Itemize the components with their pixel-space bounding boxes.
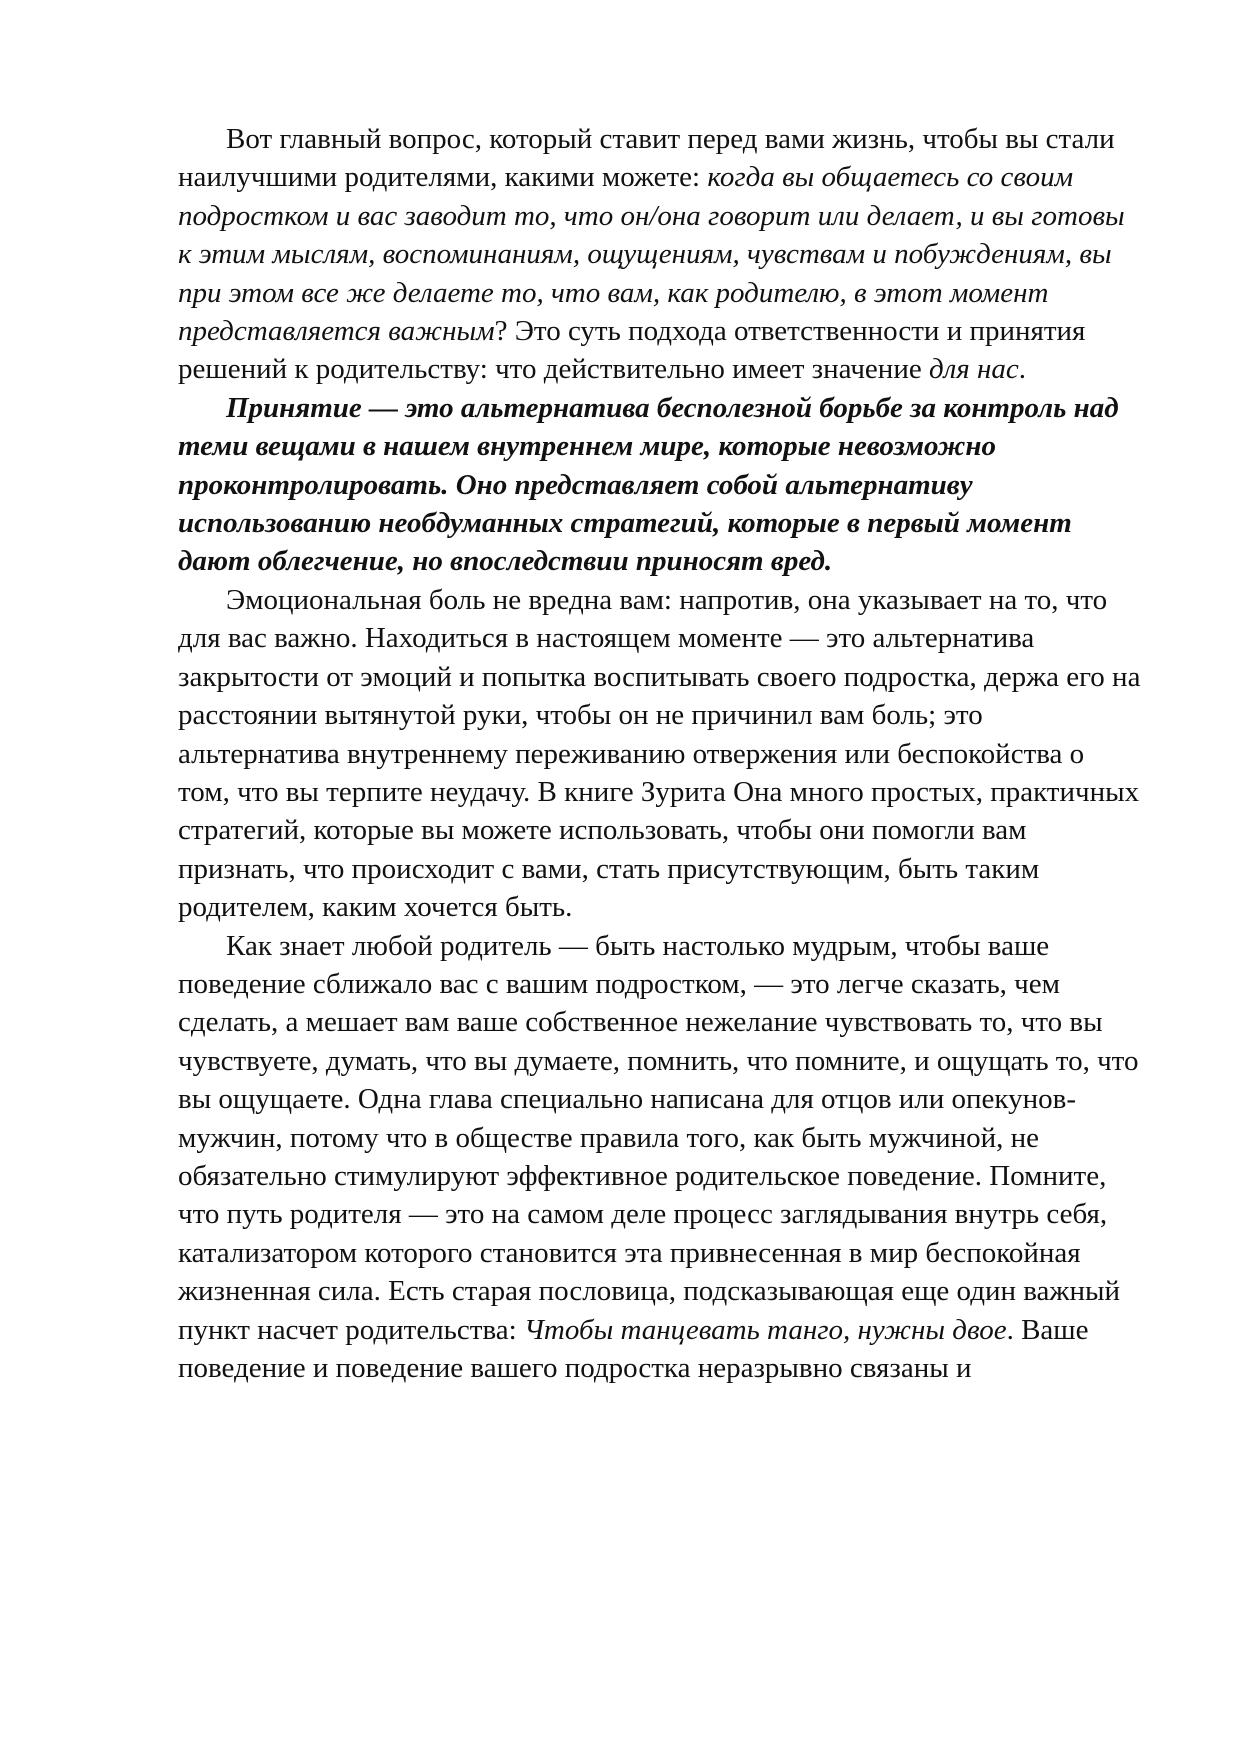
paragraph-acceptance-emphasis xyxy=(178,389,1142,581)
text-run: Вот главный вопрос, который ставит перед вами жизнь, чтобы вы стали наилучшими родителями, какими можете: xyxy=(178,123,1115,194)
italic-text-run: Чтобы танцевать танго, нужны двое xyxy=(523,1313,1007,1346)
body-text xyxy=(178,120,1142,1387)
paragraph-wise-parent xyxy=(178,927,1142,1388)
text-run: Как знает любой родитель — быть настолько мудрым, чтобы ваше поведение сближало вас с вашим подростком, — это легче сказать, чем сделать, а мешает вам ваше собственное нежелание чувствовать то, что вы чувствуете, думать, что вы думаете, помнить, что помните, и ощущать то, что вы ощущаете. Одна глава специально написана для отцов или опекунов-мужчин, потому что в обществе правила того, как быть мужчиной, не обязательно стимулируют эффективное родительское поведение. Помните, что путь родителя — это на самом деле процесс заглядывания внутрь себя, катализатором которого становится эта привнесенная в мир беспокойная жизненная сила. Есть старая пословица, подсказывающая еще один важный пункт насчет родительства: xyxy=(178,929,1139,1346)
italic-text-run: для нас xyxy=(928,353,1019,386)
bold-italic-text-run: Принятие — это альтернатива бесполезной борьбе за контроль над теми вещами в нашем внутреннем мире, которые невозможно проконтролировать. Оно представляет собой альтернативу использованию необдуманных стратегий, которые в первый момент дают облегчение, но впоследствии приносят вред. xyxy=(178,391,1119,578)
text-run: . xyxy=(1018,353,1027,386)
text-run: ? Это суть подхода ответственности и принятия решений к родительству: что действительно имеет значение xyxy=(178,315,1086,386)
paragraph-main-question xyxy=(178,120,1142,389)
text-run: . Ваше поведение и поведение вашего подростка неразрывно связаны и xyxy=(178,1313,1089,1384)
paragraph-emotional-pain xyxy=(178,581,1142,927)
italic-text-run: когда вы общаетесь со своим подростком и вас заводит то, что он/она говорит или делает, и вы готовы к этим мыслям, воспоминаниям, ощущениям, чувствам и побуждениям, вы при этом все же делаете то, что вам, как родителю, в этот момент представляется важным xyxy=(178,161,1125,348)
text-run: Эмоциональная боль не вредна вам: напротив, она указывает на то, что для вас важно. Находиться в настоящем моменте — это альтернатива закрытости от эмоций и попытка воспитывать своего подростка, держа его на расстоянии вытянутой руки, чтобы он не причинил вам боль; это альтернатива внутреннему переживанию отвержения или беспокойства о том, что вы терпите неудачу. В книге Зурита Она много простых, практичных стратегий, которые вы можете использовать, чтобы они помогли вам признать, что происходит с вами, стать присутствующим, быть таким родителем, каким хочется быть. xyxy=(178,583,1141,924)
